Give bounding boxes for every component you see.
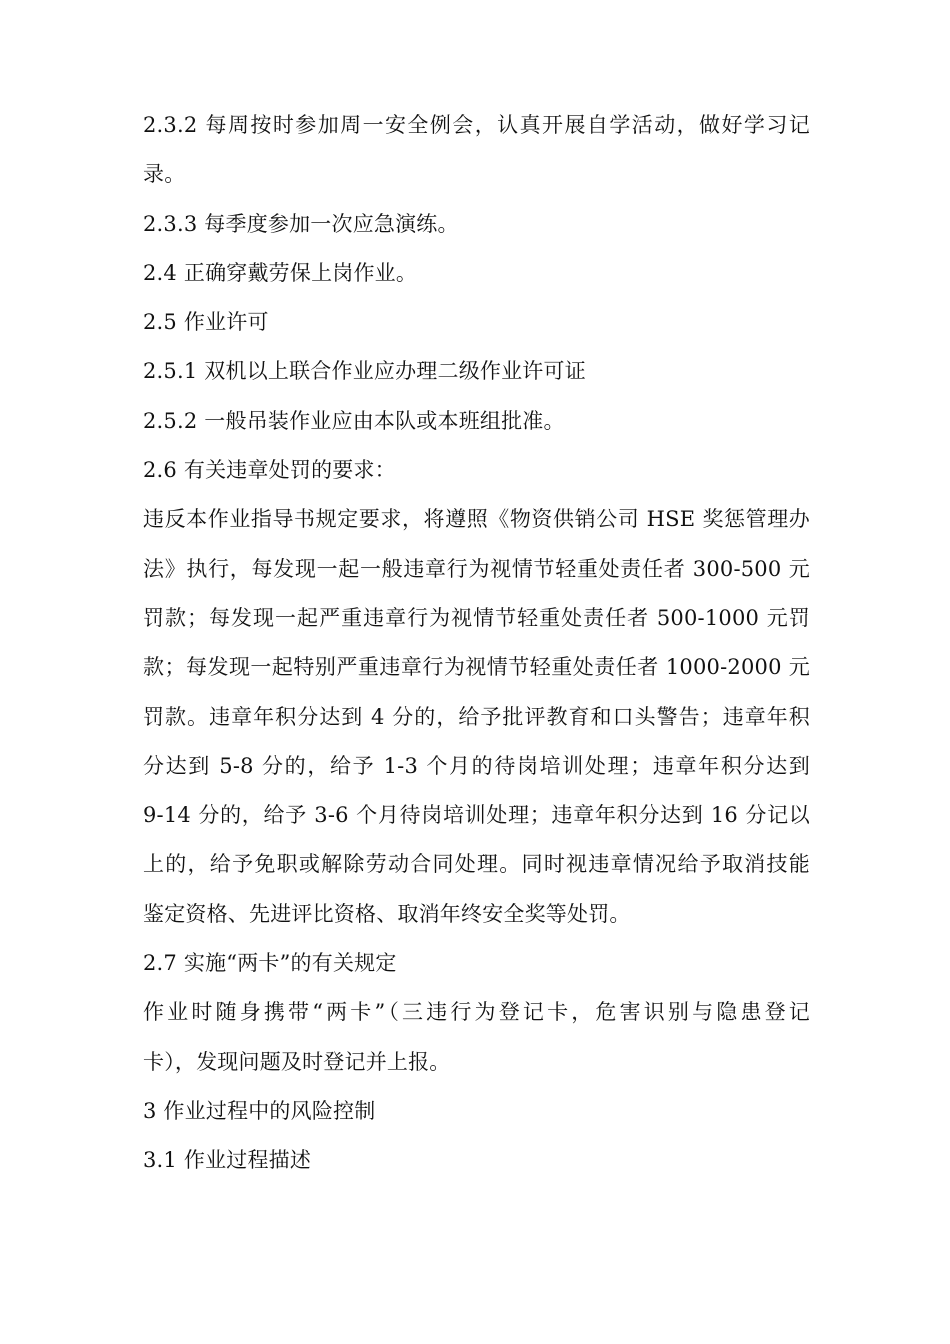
text-line: 上的，给予免职或解除劳动合同处理。同时视违章情况给予取消技能 (143, 852, 810, 877)
section-heading: 2.3.3 每季度参加一次应急演练。 (143, 211, 459, 236)
section-heading: 2.5.1 双机以上联合作业应办理二级作业许可证 (143, 359, 586, 384)
section-heading: 3.1 作业过程描述 (143, 1148, 312, 1173)
document-body (143, 101, 810, 1186)
text-line: 鉴定资格、先进评比资格、取消年终安全奖等处罚。 (143, 901, 631, 926)
text-line: 作业时随身携带“两卡”（三违行为登记卡，危害识别与隐患登记 (143, 1000, 810, 1025)
text-line: 法》执行，每发现一起一般违章行为视情节轻重处责任者 300-500 元 (143, 556, 810, 581)
section-heading: 2.5 作业许可 (143, 310, 269, 335)
text-line: 录。 (143, 162, 186, 187)
text-line: 款；每发现一起特别严重违章行为视情节轻重处责任者 1000-2000 元 (143, 655, 810, 680)
section-heading: 2.7 实施“两卡”的有关规定 (143, 951, 397, 976)
section-heading: 3 作业过程中的风险控制 (143, 1098, 376, 1123)
text-line: 分达到 5-8 分的，给予 1-3 个月的待岗培训处理；违章年积分达到 (143, 753, 810, 778)
text-line: 卡），发现问题及时登记并上报。 (143, 1049, 451, 1074)
text-line: 罚款。违章年积分达到 4 分的，给予批评教育和口头警告；违章年积 (143, 704, 810, 729)
section-heading: 2.6 有关违章处罚的要求： (143, 458, 396, 483)
section-heading: 2.5.2 一般吊装作业应由本队或本班组批准。 (143, 408, 565, 433)
text-line: 2.3.2 每周按时参加周一安全例会，认真开展自学活动，做好学习记 (143, 113, 810, 137)
text-line: 违反本作业指导书规定要求，将遵照《物资供销公司 HSE 奖惩管理办 (143, 507, 810, 532)
text-line: 9-14 分的，给予 3-6 个月待岗培训处理；违章年积分达到 16 分记以 (143, 803, 810, 828)
text-line: 罚款；每发现一起严重违章行为视情节轻重处责任者 500-1000 元罚 (143, 605, 810, 630)
section-heading: 2.4 正确穿戴劳保上岗作业。 (143, 260, 418, 285)
